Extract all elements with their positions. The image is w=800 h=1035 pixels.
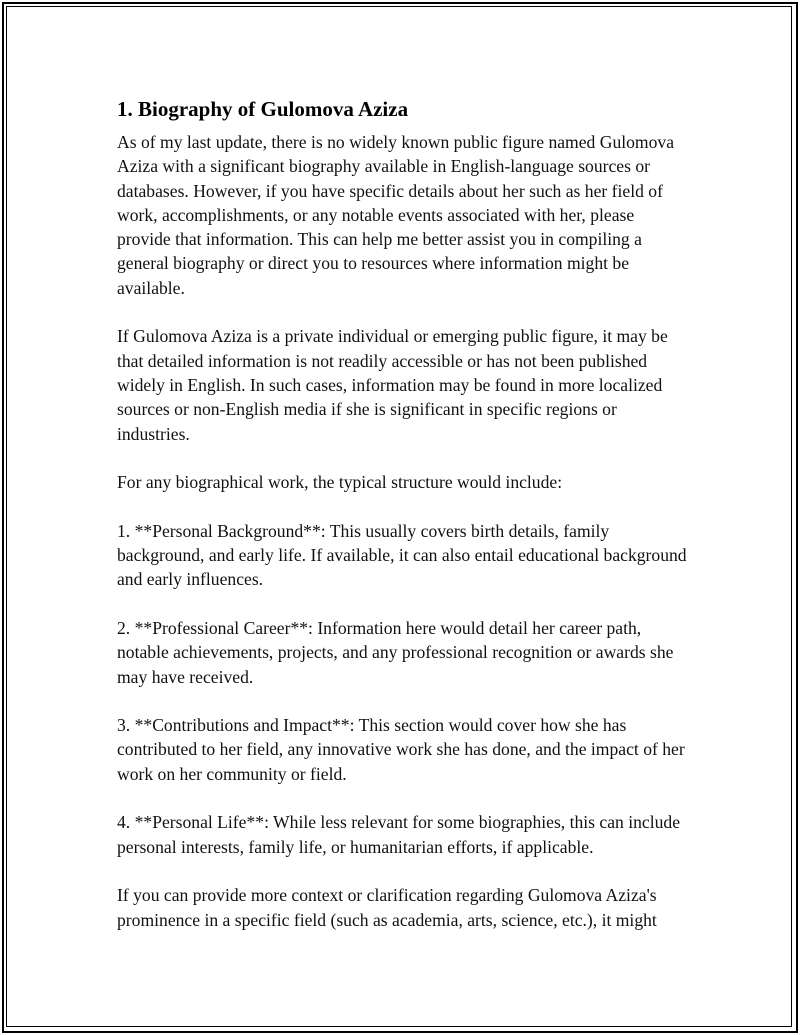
- page-border-inner: [6, 6, 792, 1027]
- paragraph-intro: As of my last update, there is no widely known public figure named Gulomova Aziza with a significant biography available in English-language sources or databases. However, if you have specific details about her such as her field of work, accomplishments, or any notable events associated with her, please provide that information. This can help me better assist you in compiling a general biography or direct you to resources where information might be available.: [117, 132, 675, 298]
- paragraph-contributions-impact: 3. **Contributions and Impact**: This section would cover how she has contributed to her field, any innovative work she has done, and the impact of her work on her community or field.: [117, 715, 685, 784]
- document-body: [117, 95, 692, 956]
- document-title: 1. Biography of Gulomova Aziza: [117, 97, 409, 121]
- paragraph-personal-life: 4. **Personal Life**: While less relevant for some biographies, this can include personal interests, family life, or humanitarian efforts, if applicable.: [117, 812, 681, 857]
- paragraph-structure-intro: For any biographical work, the typical structure would include:: [117, 472, 563, 493]
- paragraph-personal-background: 1. **Personal Background**: This usually covers birth details, family background, and early life. If available, it can also entail educational background and early influences.: [117, 520, 687, 590]
- paragraph-private-individual: If Gulomova Aziza is a private individual or emerging public figure, it may be that detailed information is not readily accessible or has not been published widely in English. In such cases, information may be found in more localized sources or non-English media if she is significant in specific regions or industries.: [117, 326, 668, 444]
- paragraph-professional-career: 2. **Professional Career**: Information here would detail her career path, notable achievements, projects, and any professional recognition or awards she may have received.: [117, 617, 674, 687]
- paragraph-closing: If you can provide more context or clarification regarding Gulomova Aziza's prominence in a specific field (such as academia, arts, science, etc.), it might: [117, 885, 657, 930]
